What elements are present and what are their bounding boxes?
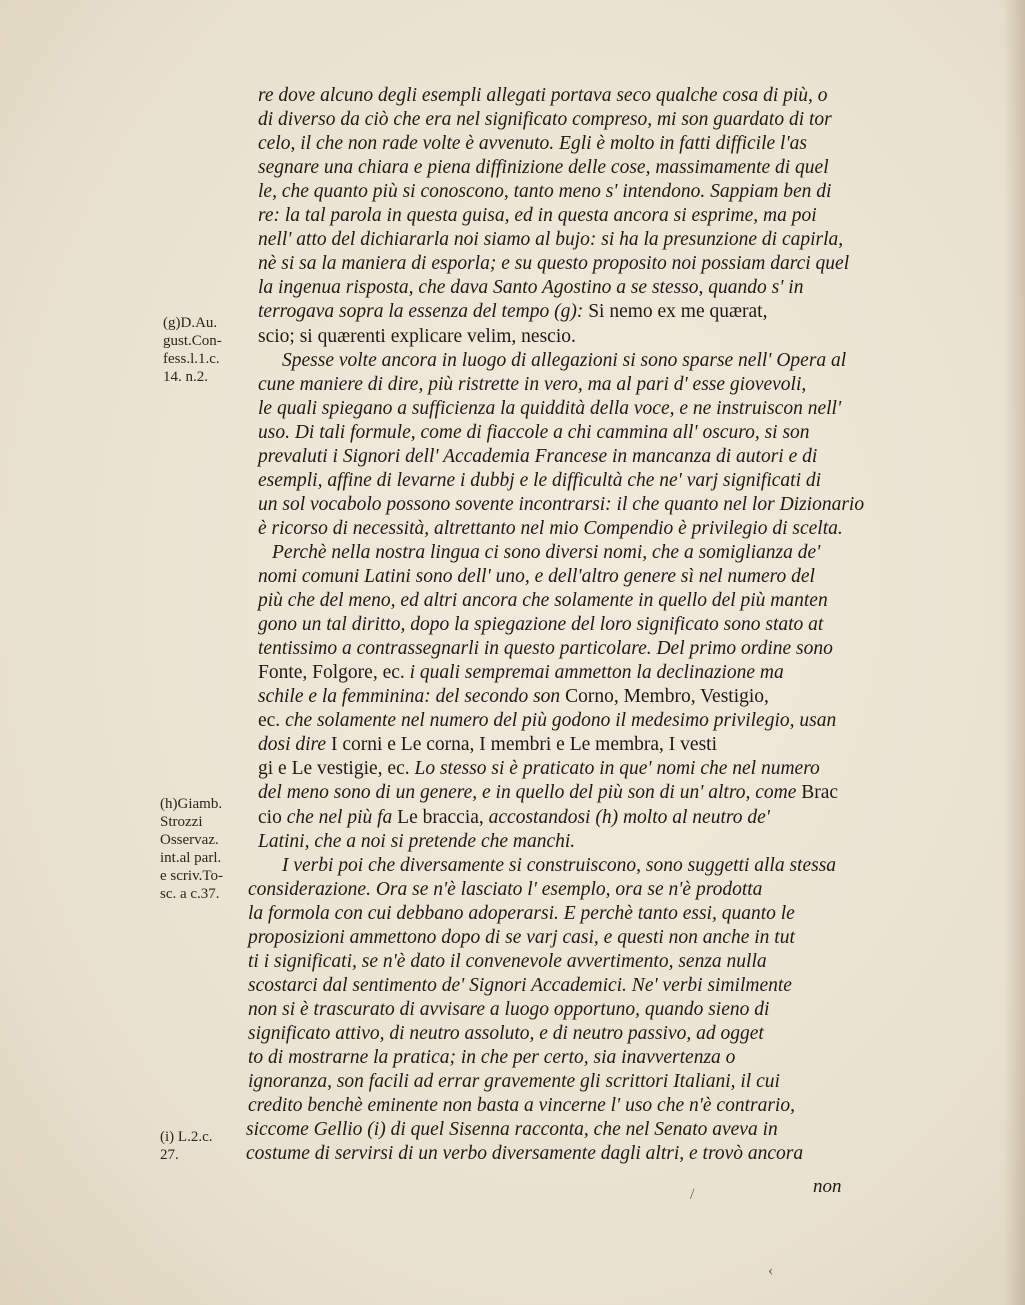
italic-segment: nè si sa la maniera di esporla; e su questo proposito noi possiam darci quel <box>258 253 850 275</box>
italic-segment: nell' atto del dichiararla noi siamo al bujo: si ha la presunzione di capirla, <box>258 229 844 251</box>
italic-segment: è ricorso di necessità, altrettanto nel mio Compendio è privilegio di scelta. <box>258 517 843 539</box>
note-line: (h)Giamb. <box>160 796 223 812</box>
text-line <box>258 757 820 781</box>
roman-segment: scio; si quærenti explicare velim, nescio. <box>258 325 576 347</box>
text-line <box>248 1046 735 1070</box>
italic-segment: le, che quanto più si conoscono, tanto meno s' intendono. Sappiam ben di <box>258 181 832 203</box>
roman-segment: Corno, Membro, Vestigio, <box>565 686 769 708</box>
italic-segment: non si è trascurato di avvisare a luogo opportuno, quando sieno di <box>248 998 770 1020</box>
italic-segment: re: la tal parola in questa guisa, ed in questa ancora si esprime, ma poi <box>258 205 817 227</box>
text-line <box>248 1070 780 1094</box>
text-line <box>258 661 784 685</box>
italic-segment: celo, il che non rade volte è avvenuto. Egli è molto in fatti difficile l'as <box>258 133 807 155</box>
text-line <box>258 325 576 349</box>
text-line <box>258 517 843 541</box>
text-line <box>258 252 849 276</box>
note-line: (g)D.Au. <box>163 315 218 331</box>
text-line <box>258 781 838 805</box>
text-line <box>258 733 717 757</box>
italic-segment: Spesse volte ancora in luogo di allegazioni si sono sparse nell' Opera al <box>282 349 847 371</box>
text-line <box>258 613 823 637</box>
italic-segment: Perchè nella nostra lingua ci sono diversi nomi, che a somiglianza de' <box>272 541 821 563</box>
italic-segment: ti i significati, se n'è dato il convenevole avvertimento, senza nulla <box>248 950 767 972</box>
text-line <box>248 1094 795 1118</box>
italic-segment: terrogava sopra la essenza del tempo (g): <box>258 301 589 323</box>
italic-segment: tentissimo a contrassegnarli in questo particolare. Del primo ordine sono <box>258 638 833 660</box>
italic-segment: significato attivo, di neutro assoluto, e di neutro passivo, ad ogget <box>248 1022 764 1044</box>
roman-segment: cio <box>258 806 287 828</box>
text-line <box>246 1142 803 1166</box>
text-line <box>258 276 803 300</box>
italic-segment: to di mostrarne la pratica; in che per certo, sia inavvertenza o <box>248 1047 736 1068</box>
italic-segment: uso. Di tali formule, come di fiaccole a chi cammina all' oscuro, si son <box>258 421 810 443</box>
marginal-note-i <box>160 1128 212 1164</box>
italic-segment: considerazione. Ora se n'è lasciato l' esemplo, ora se n'è prodotta <box>248 878 763 900</box>
text-line <box>258 493 864 517</box>
text-line <box>258 156 829 180</box>
marginal-note-h <box>160 795 223 903</box>
catchword: non <box>813 1176 842 1197</box>
italic-segment: siccome Gellio (i) di quel Sisenna racconta, che nel Senato aveva in <box>246 1119 778 1141</box>
page-edge-shadow <box>1003 0 1025 1305</box>
note-line: int.al parl. <box>160 850 222 866</box>
italic-segment: la ingenua risposta, che dava Santo Agostino a se stesso, quando s' in <box>258 277 804 299</box>
italic-segment: che nel più fa <box>286 806 398 828</box>
text-line <box>258 180 831 204</box>
text-line <box>258 565 815 589</box>
italic-segment: gono un tal diritto, dopo la spiegazione del loro significato sono stato at <box>258 614 824 636</box>
note-line: (i) L.2.c. <box>160 1129 213 1145</box>
text-line <box>258 421 810 445</box>
italic-segment: più che del meno, ed altri ancora che solamente in quello del più manten <box>258 590 828 612</box>
text-line <box>258 300 767 324</box>
roman-segment: Si nemo ex me quærat, <box>588 301 768 323</box>
text-line <box>282 854 836 878</box>
italic-segment: ignoranza, son facili ad errar gravemente gli scrittori Italiani, il cui <box>248 1071 780 1093</box>
roman-segment: Brac <box>801 782 839 804</box>
text-line <box>258 373 806 397</box>
italic-segment: prevaluti i Signori dell' Accademia Francese in mancanza di autori e di <box>258 445 818 467</box>
text-line <box>258 228 843 252</box>
italic-segment: segnare una chiara e piena diffinizione delle cose, massimamente di quel <box>258 157 829 179</box>
italic-segment: dosi dire <box>258 734 331 756</box>
text-line <box>282 349 846 373</box>
roman-segment: I corni e Le corna, I membri e Le membra, I vesti <box>330 734 717 756</box>
italic-segment: I verbi poi che diversamente si construiscono, sono suggetti alla stessa <box>282 854 837 876</box>
italic-segment: costume di servirsi di un verbo diversamente dagli altri, e trovò ancora <box>246 1143 804 1165</box>
italic-segment: nomi comuni Latini sono dell' uno, e dell'altro genere sì nel numero del <box>258 566 815 587</box>
text-line <box>258 469 821 493</box>
note-line: fess.l.1.c. <box>163 351 220 367</box>
note-line: 14. n.2. <box>163 369 208 385</box>
text-line <box>272 541 820 565</box>
stray-mark: / <box>690 1186 695 1203</box>
text-line <box>248 998 769 1022</box>
text-line <box>258 830 575 854</box>
note-line: e scriv.To- <box>160 868 223 884</box>
text-line <box>258 806 770 830</box>
roman-segment: ec. <box>258 710 286 732</box>
italic-segment: esempli, affine di levarne i dubbj e le difficultà che ne' varj significati di <box>258 469 822 491</box>
text-line <box>258 637 833 661</box>
text-line <box>258 685 769 709</box>
text-line <box>246 1118 778 1142</box>
text-line <box>248 902 795 926</box>
italic-segment: accostandosi (h) molto al neutro de' <box>488 806 770 828</box>
italic-segment: le quali spiegano a sufficienza la quiddità della voce, e ne instruiscon nell' <box>258 397 842 419</box>
text-line <box>258 204 817 228</box>
italic-segment: Lo stesso si è praticato in que' nomi che nel numero <box>414 758 820 780</box>
italic-segment: che solamente nel numero del più godono il medesimo privilegio, usan <box>285 710 837 732</box>
note-line: sc. a c.37. <box>160 886 220 902</box>
italic-segment: Latini, che a noi si pretende che manchi. <box>258 830 576 852</box>
text-line <box>248 878 762 902</box>
stray-mark: ‹ <box>768 1262 774 1279</box>
italic-segment: scostarci dal sentimento de' Signori Accademici. Ne' verbi similmente <box>248 974 792 996</box>
roman-segment: Le braccia, <box>397 806 489 828</box>
italic-segment: proposizioni ammettono dopo di se varj casi, e questi non anche in tut <box>248 926 795 948</box>
text-line <box>258 108 832 132</box>
italic-segment: credito benchè eminente non basta a vincerne l' uso che n'è contrario, <box>248 1095 795 1117</box>
text-line <box>258 397 841 421</box>
note-line: 27. <box>160 1147 179 1163</box>
text-line <box>248 950 767 974</box>
text-line <box>248 1022 764 1046</box>
note-line: Strozzi <box>160 814 203 830</box>
italic-segment: di diverso da ciò che era nel significato compreso, mi son guardato di tor <box>258 109 832 131</box>
note-line: gust.Con- <box>163 333 222 349</box>
roman-segment: gi e Le vestigie, ec. <box>258 758 415 780</box>
marginal-note-g <box>163 314 222 386</box>
text-line <box>258 445 817 469</box>
italic-segment: re dove alcuno degli esempli allegati portava seco qualche cosa di più, o <box>258 85 828 106</box>
roman-segment: Fonte, Folgore, ec. <box>258 662 410 684</box>
text-line <box>248 974 792 998</box>
italic-segment: schile e la femminina: del secondo son <box>258 686 566 708</box>
italic-segment: cune maniere di dire, più ristrette in vero, ma al pari d' esse giovevoli, <box>258 373 807 395</box>
text-line <box>258 589 828 613</box>
text-line <box>258 709 836 733</box>
text-line <box>248 926 795 950</box>
italic-segment: i quali sempremai ammetton la declinazione ma <box>409 662 784 684</box>
text-line <box>258 84 828 108</box>
note-line: Osservaz. <box>160 832 219 848</box>
italic-segment: la formola con cui debbano adoperarsi. E perchè tanto essi, quanto le <box>248 902 795 924</box>
italic-segment: del meno sono di un genere, e in quello del più son di un' altro, come <box>258 782 802 804</box>
italic-segment: un sol vocabolo possono sovente incontrarsi: il che quanto nel lor Dizionario <box>258 493 865 515</box>
text-line <box>258 132 807 156</box>
